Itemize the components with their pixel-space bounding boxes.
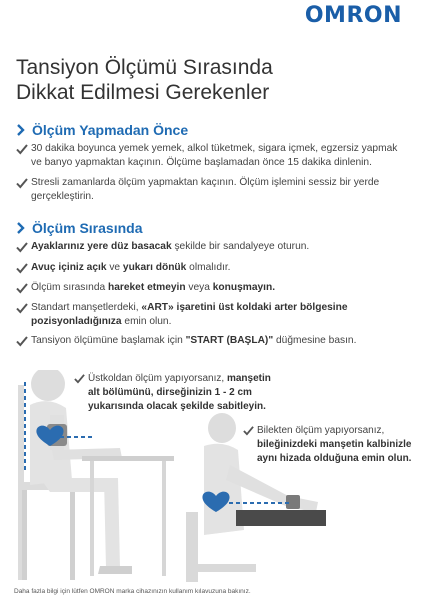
check-icon [16,282,28,294]
item-text: Ayaklarınız yere düz basacak şekilde bir sandalyeye oturun. [31,241,310,252]
list-item [16,261,410,275]
check-icon [243,425,254,436]
check-icon [16,241,28,253]
section-during-title: Ölçüm Sırasında [32,220,143,236]
list-item [16,334,410,348]
item-text: 30 dakika boyunca yemek yemek, alkol tüketmek, sigara içmek, egzersiz yapmak ve banyo yapmaktan kaçının. Ölçüme başlamadan önce 15 dakika dinlenin. [31,143,398,168]
footer-note: Daha fazla bilgi için lütfen OMRON marka cihazınızın kullanım kılavuzuna bakınız. [14,588,251,595]
item-text: Standart manşetlerdeki, «ART» işaretini üst koldaki arter bölgesine pozisyonladığınıza emin olun. [31,302,348,327]
note-wrist [243,424,423,466]
title-line-2: Dikkat Edilmesi Gerekenler [16,81,270,104]
item-text: Avuç içiniz açık ve yukarı dönük olmalıdır. [31,262,231,273]
note-text: Bilekten ölçüm yapıyorsanız, bileğinizdeki manşetin kalbinizle aynı hizada olduğuna emin olun. [257,425,412,464]
list-item [16,240,410,254]
item-text: Ölçüm sırasında hareket etmeyin veya konuşmayın. [31,282,276,293]
list-item [16,176,410,204]
note-text: Üstkoldan ölçüm yapıyorsanız, manşetin alt bölümünü, dirseğinizin 1 - 2 cm yukarısında olacak şekilde sabitleyin. [88,373,271,412]
list-item [16,281,410,295]
list-item [16,142,410,170]
check-icon [16,143,28,155]
item-text: Tansiyon ölçümüne başlamak için "START (BAŞLA)" düğmesine basın. [31,335,357,346]
page-title [16,55,376,105]
check-icon [16,302,28,314]
chevron-right-icon [16,221,26,235]
section-before-heading [16,122,188,138]
section-before-title: Ölçüm Yapmadan Önce [32,122,189,138]
section-during-heading [16,220,142,236]
omron-logo: OMRON [304,3,402,28]
check-icon [16,177,28,189]
note-upper-arm [74,372,284,414]
check-icon [74,373,85,384]
title-line-1: Tansiyon Ölçümü Sırasında [16,56,273,79]
check-icon [16,335,28,347]
chevron-right-icon [16,123,26,137]
list-item [16,301,376,329]
check-icon [16,262,28,274]
item-text: Stresli zamanlarda ölçüm yapmaktan kaçının. Ölçüm işlemini sessiz bir yerde gerçekleştirin. [31,177,380,202]
